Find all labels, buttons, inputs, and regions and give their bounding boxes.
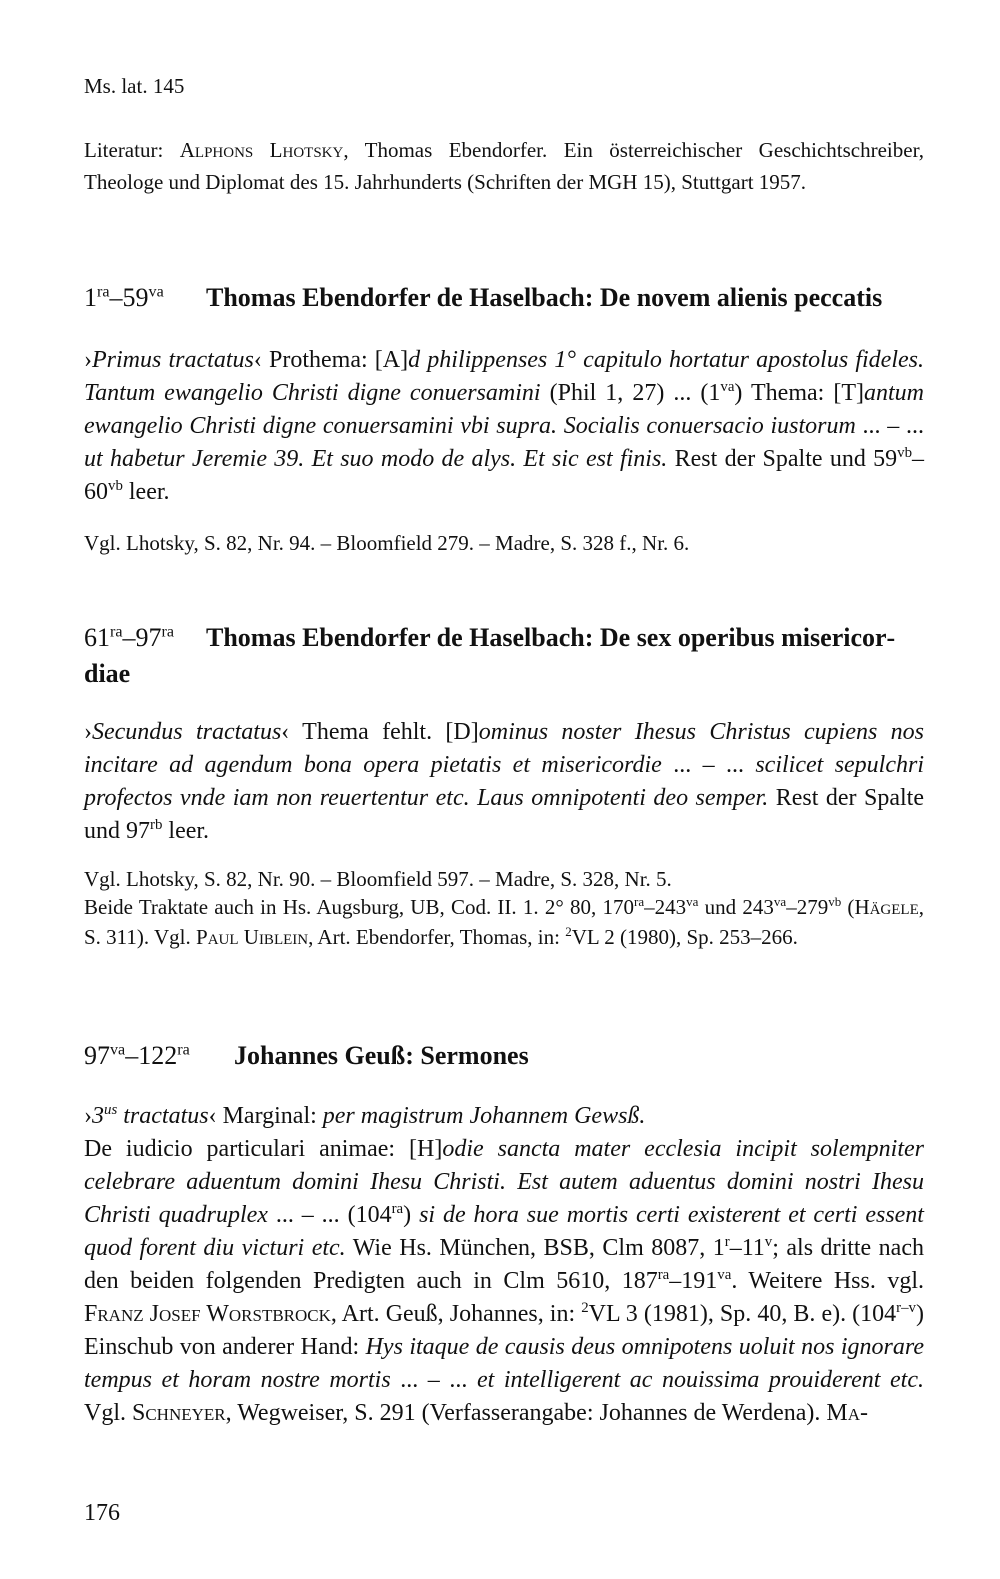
entry-body-2: ›Secundus tractatus‹ Thema fehlt. [D]ominus noster Ihesus Christus cupiens nos incitare ad agendum bona opera pietatis et misericordie ... – ... scilicet sepulchri profectos vnde iam non reuertentur etc. Laus omnipotenti deo semper. Rest der Spalte und $97^{rb}$ leer.: [84, 719, 925, 844]
literature-text: , Thomas Ebendorfer. Ein österreichischer Geschichtschreiber, Theologe und Diplomat des 15. Jahrhunderts (Schriften der MGH 15), Stuttgart 1957.: [84, 138, 924, 194]
shelfmark-header: Ms. lat. 145: [84, 74, 185, 98]
document-page: [84, 0, 924, 1579]
entry-folio-2: $61^{ra}-97^{ra}$: [84, 623, 175, 652]
entry-title-3: Johannes Geuß: Sermones: [234, 1041, 529, 1070]
entry-body-1: ›Primus tractatus‹ Prothema: [A]d philippenses 1° capitulo hortatur apostolus fideles. Tantum ewangelio Christi digne conuersamini (Phil 1, 27) ... $(1^{va})$ Thema: [T]antum ewangelio Christi digne conuersamini vbi supra. Socialis conuersacio iustorum ... – ... ut habetur Jeremie 39. Et suo modo de alys. Et sic est finis. Rest der Spalte und $59^{vb}-60^{vb}$ leer.: [84, 347, 925, 505]
entry-body-3: $›3^{us}$ tractatus‹ Marginal: per magistrum Johannem Gewsß. De iudicio particulari animae: [H]odie sancta mater ecclesia incipit solempniter celebrare aduentum domini Ihesu Christi. Est autem aduentus domini nostri Ihesu Christi quadruplex ... – ... $(104^{ra})$ si de hora sue mortis certi existerent et certi essent quod forent diu victuri etc. Wie Hs. München, BSB, Clm 8087, 1$^r$–11$^v$; als dritte nach den beiden folgenden Predigten auch in Clm 5610, $187^{ra}-191^{va}$. Weitere Hss. vgl. Franz Josef Worstbrock, Art. Geuß, Johannes, in: $^2$VL 3 (1981), Sp. 40, B. e). (104$^{r-v}$) Einschub von anderer Hand: Hys itaque de causis deus omnipotens uoluit nos ignorare tempus et horam nostre mortis ... – ... et intelligerent ac nouissima prouiderent etc. Vgl. Schneyer, Wegweiser, S. 291 (Verfasserangabe: Johannes de Werdena). Ma-: [84, 1102, 925, 1426]
entry-folio-1: $1^{ra}-59^{va}$: [84, 283, 164, 312]
page-number: 176: [84, 1500, 120, 1526]
literature-author: Alphons Lhotsky: [179, 138, 344, 162]
entry-title-2: Thomas Ebendorfer de Haselbach: De sex operibus misericordiae: [84, 623, 896, 688]
literature-note: [84, 134, 924, 198]
entry-folio-3: $97^{va}-122^{ra}$: [84, 1041, 190, 1070]
entry-vgl-2: Vgl. Lhotsky, S. 82, Nr. 90. – Bloomfield 597. – Madre, S. 328, Nr. 5.: [84, 867, 672, 891]
entry-heading-1: [84, 280, 924, 316]
entry-heading-3: [84, 1038, 924, 1074]
entry-vgl-1: Vgl. Lhotsky, S. 82, Nr. 94. – Bloomfield 279. – Madre, S. 328 f., Nr. 6.: [84, 531, 690, 555]
literature-label: Literatur:: [84, 138, 164, 162]
entry-note-2: Beide Traktate auch in Hs. Augsburg, UB, Cod. II. 1. 2° 80, $170^{ra}-243^{va}$ und $243^{va}-279^{vb}$ (Hägele, S. 311). Vgl. Paul Uiblein, Art. Ebendorfer, Thomas, in: $^2$VL 2 (1980), Sp. 253–266.: [84, 894, 925, 949]
entry-title-1: Thomas Ebendorfer de Haselbach: De novem alienis peccatis: [206, 283, 883, 312]
entry-heading-2: [84, 620, 924, 692]
